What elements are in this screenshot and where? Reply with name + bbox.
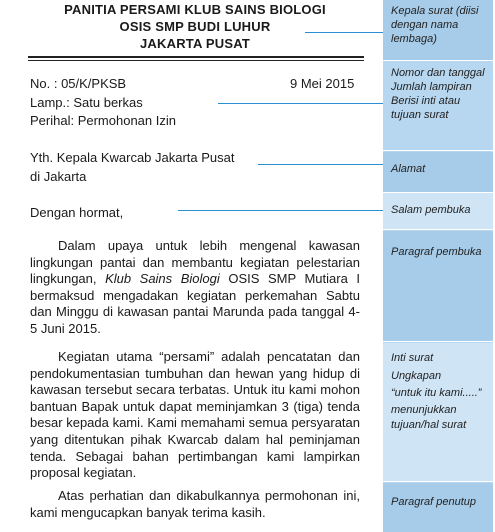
annotation-expression-purpose: menunjukkan tujuan/hal surat — [391, 404, 467, 431]
letter-number: No. : 05/K/PKSB — [30, 76, 127, 91]
annotation-details — [383, 62, 493, 150]
annotation-body — [383, 343, 493, 481]
paragraph-closing: Atas perhatian dan dikabulkannya permohonan ini, kami mengucapkan banyak terima kasih. — [30, 488, 360, 520]
letterhead-rule-thin — [28, 60, 364, 61]
paragraph-opening-text-b: OSIS SMP Mutiara I bermaksud mengadakan kegiatan perkemahan Sabtu dan Minggu di kawasan pantai Marunda pada tanggal 4-5 Juni 2015. — [30, 271, 360, 336]
connector-address — [258, 164, 383, 165]
letterhead-line-3: JAKARTA PUSAT — [140, 36, 250, 51]
letterhead-line-2: OSIS SMP BUDI LUHUR — [119, 19, 271, 34]
letterhead-line-1: PANITIA PERSAMI KLUB SAINS BIOLOGI — [64, 2, 326, 17]
annotation-expression: Ungkapan — [391, 370, 442, 382]
annotation-address: Alamat — [383, 152, 493, 192]
annotation-subject: Berisi inti atau tujuan surat — [391, 95, 461, 121]
annotation-separator — [383, 341, 493, 342]
paragraph-opening-text-a: Dalam upaya untuk lebih mengenal kawasan lingkungan pantai dan membantu kegiatan pelestarian lingkungan, — [30, 238, 360, 287]
connector-salutation — [178, 210, 383, 211]
annotation-attachment: Jumlah lampiran — [391, 81, 472, 93]
annotation-core: Inti surat — [391, 352, 434, 364]
letter-attachment: Lamp.: Satu berkas — [30, 95, 143, 110]
annotation-separator — [383, 481, 493, 482]
annotation-closing-paragraph: Paragraf penutup — [383, 483, 493, 532]
annotation-separator — [383, 60, 493, 61]
connector-letterhead — [305, 32, 383, 33]
annotation-number: Nomor dan tanggal — [391, 67, 485, 79]
annotation-salutation: Salam pembuka — [383, 193, 493, 229]
paragraph-body: Kegiatan utama “persami” adalah pencatatan dan pendokumentasian tumbuhan dan hewan yang hidup di kawasan tersebut secara terbatas. Untuk itu kami mohon bantuan Bapak untuk dapat meminjamkan 3 (tiga) tenda besar kepada kami. Kami memahami semua persyaratan yang ditentukan pihak Kwarcab dalam hal peminjaman tenda. Sebagai bahan pertimbangan kami lampirkan proposal kegiatan. — [30, 349, 360, 481]
letter-subject: Perihal: Permohonan Izin — [30, 113, 176, 128]
recipient-line-2: di Jakarta — [30, 169, 87, 184]
letter-date: 9 Mei 2015 — [290, 76, 355, 91]
paragraph-opening-club-name: Klub Sains Biologi — [105, 271, 220, 287]
connector-details — [218, 103, 383, 104]
recipient-line-1: Yth. Kepala Kwarcab Jakarta Pusat — [30, 150, 235, 165]
annotation-opening-paragraph: Paragraf pembuka — [383, 231, 493, 341]
annotation-expression-quote: “untuk itu kami.....” — [391, 387, 482, 399]
annotation-letterhead: Kepala surat (diisi dengan nama lembaga) — [383, 0, 493, 60]
annotation-separator — [383, 229, 493, 230]
letterhead-rule-thick — [28, 56, 364, 58]
annotation-sidebar — [383, 0, 493, 532]
annotation-separator — [383, 150, 493, 151]
paragraph-opening — [30, 238, 360, 338]
salutation: Dengan hormat, — [30, 205, 124, 220]
